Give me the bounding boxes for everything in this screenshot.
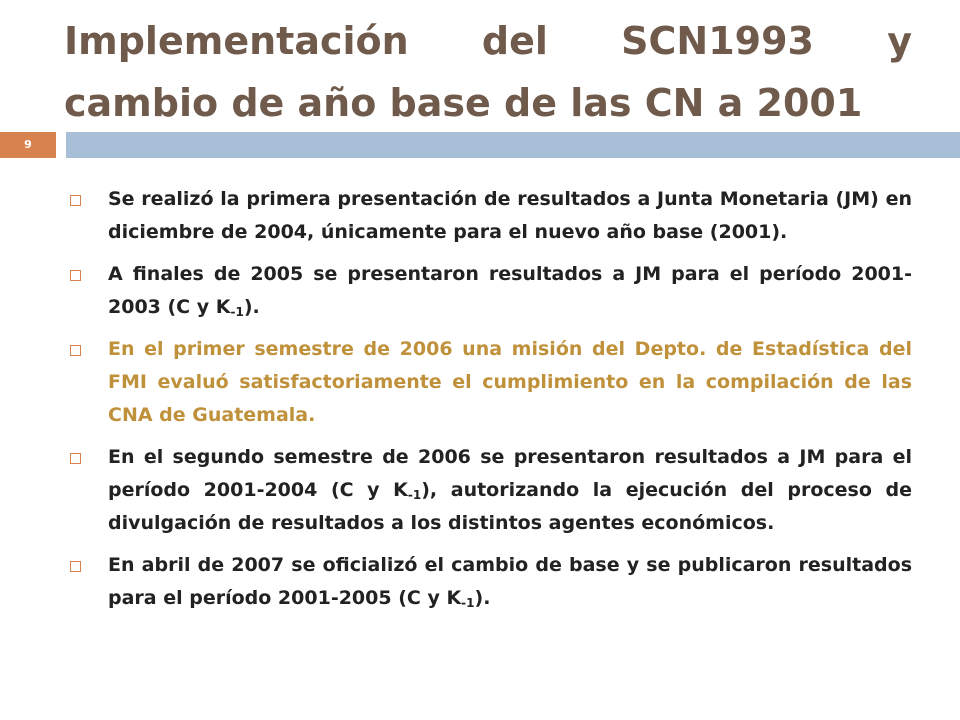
bullet-text-2-after: ).: [243, 296, 260, 318]
bullet-item-1: [68, 183, 912, 249]
bullet-text-4-before: En el segundo semestre de 2006 se presentaron resultados a JM para el período 2001-2004 (C y K: [108, 446, 912, 501]
bullet-item-4: [68, 441, 912, 540]
bullet-text-2-subscript: -1: [230, 305, 244, 319]
slide-title: [64, 10, 912, 134]
slide-title-line-2: cambio de año base de las CN a 2001: [64, 81, 863, 125]
slide-title-line-1: Implementación del SCN1993 y: [64, 19, 912, 63]
square-bullet-icon: [70, 270, 81, 281]
square-bullet-icon: [70, 561, 81, 572]
bullet-text-5-subscript: -1: [461, 596, 475, 610]
bullet-text-5-before: En abril de 2007 se oficializó el cambio de base y se publicaron resultados para el período 2001-2005 (C y K: [108, 554, 912, 609]
bullet-text-2-before: A finales de 2005 se presentaron resultados a JM para el período 2001-2003 (C y K: [108, 263, 912, 318]
square-bullet-icon: [70, 345, 81, 356]
bullet-item-5: [68, 549, 912, 615]
bullet-item-3: [68, 333, 912, 432]
square-bullet-icon: [70, 195, 81, 206]
bullet-item-2: [68, 258, 912, 324]
bullet-text-4-after: ), autorizando la ejecución del proceso de divulgación de resultados a los distintos agentes económicos.: [108, 479, 912, 534]
page-number-badge: 9: [0, 132, 56, 158]
square-bullet-icon: [70, 453, 81, 464]
bullet-text-5-after: ).: [474, 587, 491, 609]
bullet-list: [68, 183, 912, 624]
header-divider-bar: [66, 132, 960, 158]
bullet-text-3: En el primer semestre de 2006 una misión del Depto. de Estadística del FMI evaluó satisfactoriamente el cumplimiento en la compilación de las CNA de Guatemala.: [108, 338, 912, 426]
bullet-text-1: Se realizó la primera presentación de resultados a Junta Monetaria (JM) en diciembre de 2004, únicamente para el nuevo año base (2001).: [108, 188, 912, 243]
bullet-text-4-subscript: -1: [407, 488, 422, 502]
